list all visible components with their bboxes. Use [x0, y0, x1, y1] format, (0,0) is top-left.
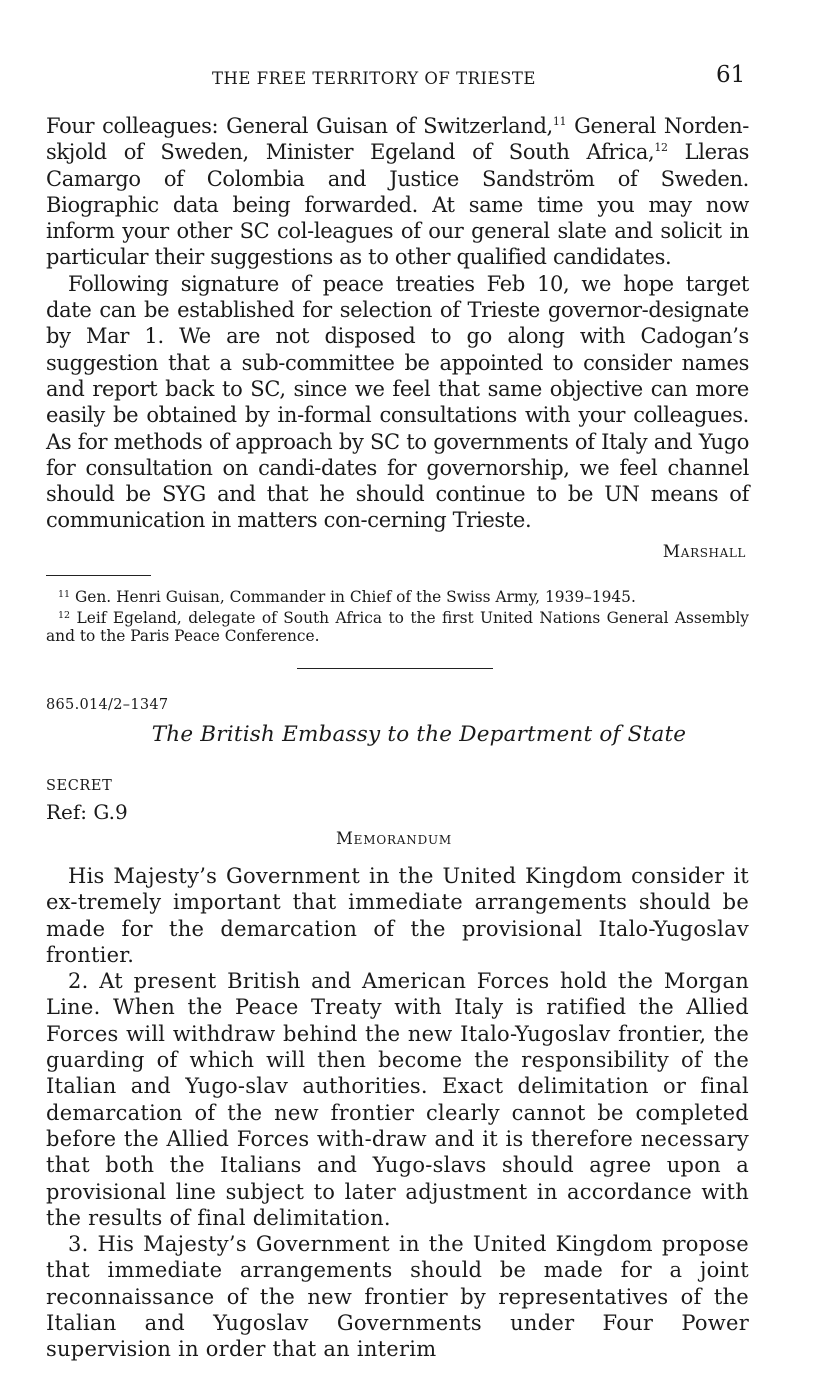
file-number: 865.014/2–1347 [46, 697, 169, 713]
classification-label: SECRET [46, 778, 113, 794]
footnote-mark: 12 [58, 609, 71, 621]
reference-number: Ref: G.9 [46, 800, 128, 824]
footnote-text: Leif Egeland, delegate of South Africa to the first United Nations General Assembly and to the Paris Peace Conference. [46, 608, 749, 645]
signature: Marshall [662, 542, 746, 562]
running-title: THE FREE TERRITORY OF TRIESTE [212, 69, 536, 88]
memo-paragraph-1: His Majesty’s Government in the United Kingdom consider it ex-tremely important that immediate arrangements should be made for the demarcation of the provisional Italo-Yugoslav frontier. [46, 864, 749, 967]
footnote-ref-12[interactable]: 12 [654, 141, 668, 155]
footnote-text: Gen. Henri Guisan, Commander in Chief of the Swiss Army, 1939–1945. [70, 588, 636, 606]
letter-paragraph-1 [46, 113, 749, 271]
footnotes [46, 586, 749, 645]
letter-text: Four colleagues: General Guisan of Switzerland, [46, 114, 553, 138]
footnote [46, 607, 749, 646]
letter-text: Lleras Camargo of Colombia and Justice Sandström of Sweden. Biographic data being forwarded. At same time you may now inform your other SC col-leagues of our general slate and solicit in particular their suggestions as to other qualified candidates. [46, 140, 749, 270]
page-header [0, 0, 838, 110]
footnote-mark: 11 [58, 589, 71, 600]
letter-text: General Norden-skjold of Sweden, Minister Egeland of South Africa, [46, 114, 750, 165]
memorandum-body [46, 863, 749, 1363]
memorandum-heading: Memorandum [335, 829, 452, 848]
memo-paragraph-3: 3. His Majesty’s Government in the United Kingdom propose that immediate arrangements should be made for a joint reconnaissance of the new frontier by representatives of the Italian and Yugoslav Governments under Four Power supervision in order that an interim [46, 1232, 749, 1362]
footnote [46, 586, 749, 607]
section-divider [297, 668, 493, 669]
footnote-divider [46, 575, 151, 576]
telegram-body [46, 113, 749, 534]
footnote-ref-11[interactable]: 11 [552, 115, 567, 128]
document-title: The British Embassy to the Department of State [151, 722, 687, 747]
page-number: 61 [716, 62, 746, 88]
letter-paragraph-2: Following signature of peace treaties Feb 10, we hope target date can be established for selection of Trieste governor-designate by Mar 1. We are not disposed to go along with Cadogan’s suggestion that a sub-committee be appointed to consider names and report back to SC, since we feel that same objective can more easily be obtained by in-formal consultations with your colleagues. As for methods of approach by SC to governments of Italy and Yugo for consultation on candi-dates for governorship, we feel channel should be SYG and that he should continue to be UN means of communication in matters con-cerning Trieste. [46, 271, 749, 533]
memo-paragraph-2: 2. At present British and American Forces hold the Morgan Line. When the Peace Treaty with Italy is ratified the Allied Forces will withdraw behind the new Italo-Yugoslav frontier, the guarding of which will then become the responsibility of the Italian and Yugo-slav authorities. Exact delimitation or final demarcation of the new frontier clearly cannot be completed before the Allied Forces with-draw and it is therefore necessary that both the Italians and Yugo-slavs should agree upon a provisional line subject to later adjustment in accordance with the results of final delimitation. [46, 969, 749, 1230]
